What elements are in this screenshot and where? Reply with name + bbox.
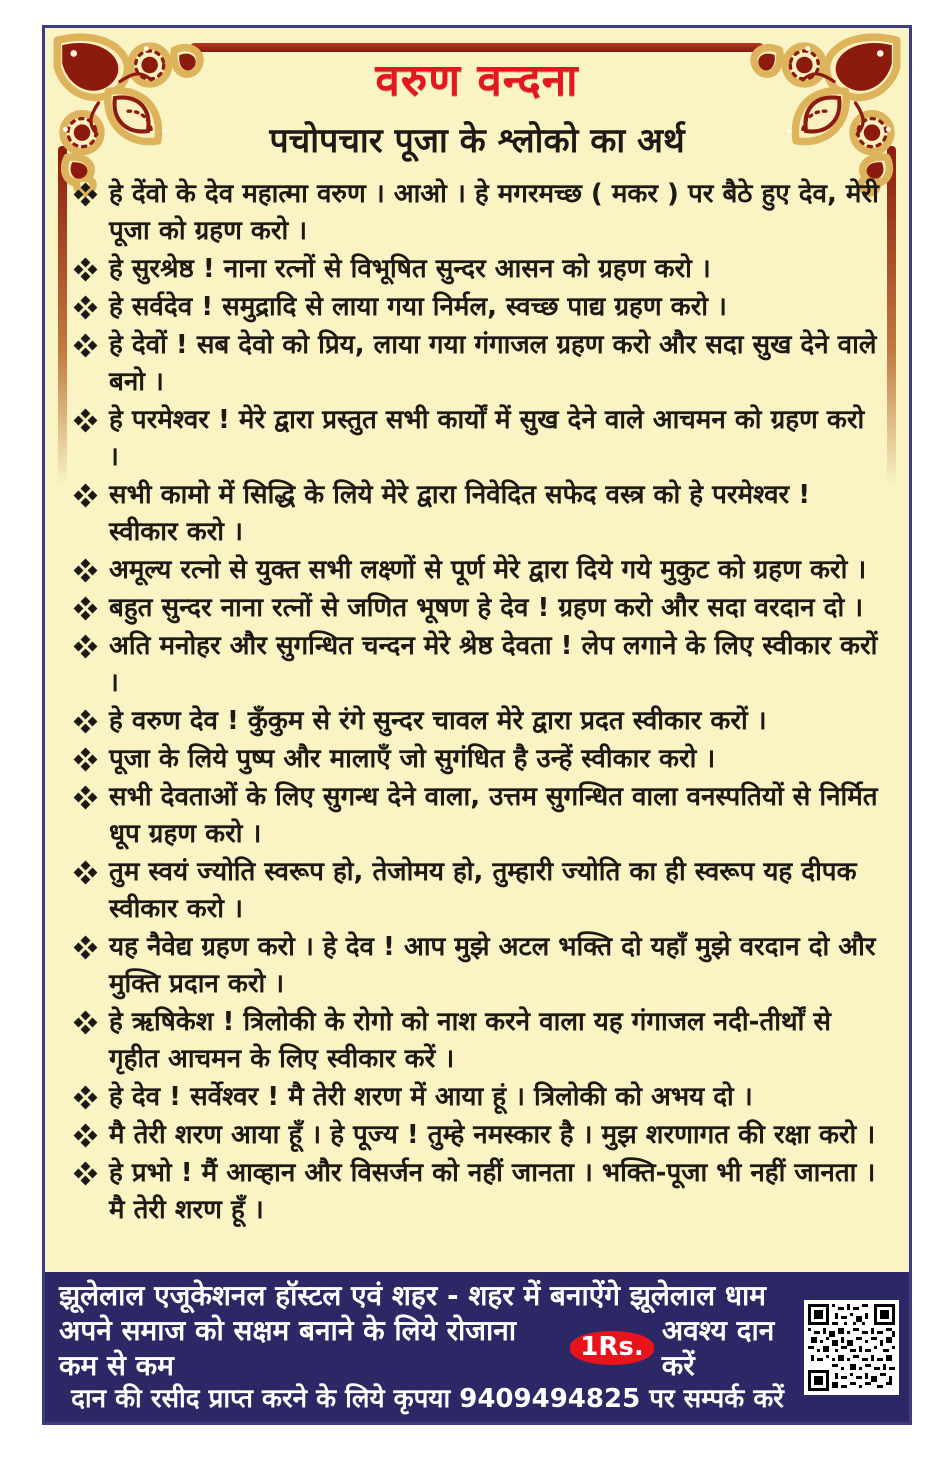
four-diamond-bullet-icon <box>75 184 97 206</box>
shloka-text: बहुत सुन्दर नाना रत्नों से जणित भूषण हे देव ! ग्रहण करो और सदा वरदान दो । <box>109 593 864 623</box>
footer-line2-before: अपने समाज को सक्षम बनाने के लिये रोजाना कम से कम <box>59 1314 517 1382</box>
footer-text <box>59 1278 796 1416</box>
shloka-text: हे सर्वदेव ! समुद्रादि से लाया गया निर्मल, स्वच्छ पाद्य ग्रहण करो । <box>109 292 727 322</box>
list-item <box>75 402 883 476</box>
list-item <box>75 703 883 740</box>
list-item <box>75 854 883 928</box>
shloka-text: हे देव ! सर्वेश्वर ! मै तेरी शरण में आया हूं । त्रिलोकी को अभय दो । <box>109 1082 753 1112</box>
shloka-text: हे सुरश्रेष्ठ ! नाना रत्नों से विभूषित सुन्दर आसन को ग्रहण करो । <box>109 254 711 284</box>
four-diamond-bullet-icon <box>75 1087 97 1109</box>
four-diamond-bullet-icon <box>75 259 97 281</box>
footer-banner <box>45 1272 909 1422</box>
shloka-text: सभी देवताओं के लिए सुगन्ध देने वाला, उत्तम सुगन्धित वाला वनस्पतियों से निर्मित धूप ग्रहण करो । <box>109 782 878 849</box>
poster-content <box>45 28 909 1272</box>
footer-line2 <box>59 1313 796 1383</box>
four-diamond-bullet-icon <box>75 485 97 507</box>
shloka-text: पूजा के लिये पुष्प और मालाएँ जो सुगंधित है उन्हें स्वीकार करो । <box>109 744 716 774</box>
footer-line3: दान की रसीद प्राप्त करने के लिये कृपया 9409494825 पर सम्पर्क करें <box>71 1384 784 1414</box>
list-item <box>75 1117 883 1154</box>
list-item <box>75 741 883 778</box>
shloka-text: यह नैवेद्य ग्रहण करो । हे देव ! आप मुझे अटल भक्ति दो यहाँ मुझे वरदान दो और मुक्ति प्रदान करो । <box>109 932 876 999</box>
four-diamond-bullet-icon <box>75 862 97 884</box>
list-item <box>75 251 883 288</box>
list-item <box>75 1155 883 1229</box>
shloka-text: हे देंवो के देव महात्मा वरुण । आओ । हे मगरमच्छ ( मकर ) पर बैठे हुए देव, मेरी पूजा को ग्रहण करो । <box>109 179 879 246</box>
poster-card <box>42 25 912 1425</box>
page-title: वरुण वन्दना <box>375 55 579 106</box>
four-diamond-bullet-icon <box>75 335 97 357</box>
four-diamond-bullet-icon <box>75 598 97 620</box>
footer-line1: झूलेलाल एजूकेशनल हॉस्टल एवं शहर - शहर में बनाऐंगे झूलेलाल धाम <box>59 1279 767 1312</box>
four-diamond-bullet-icon <box>75 711 97 733</box>
four-diamond-bullet-icon <box>75 1012 97 1034</box>
qr-code-icon <box>804 1300 899 1395</box>
four-diamond-bullet-icon <box>75 560 97 582</box>
list-item <box>75 929 883 1003</box>
shloka-text: तुम स्वयं ज्योति स्वरूप हो, तेजोमय हो, तुम्हारी ज्योति का ही स्वरूप यह दीपक स्वीकार करो । <box>109 857 857 924</box>
shloka-text: हे वरुण देव ! कुँकुम से रंगे सुन्दर चावल मेरे द्वारा प्रदत स्वीकार करों । <box>109 706 767 736</box>
four-diamond-bullet-icon <box>75 1163 97 1185</box>
header <box>45 28 909 162</box>
shloka-list <box>45 176 909 1229</box>
footer-line2-after: अवश्य दान करें <box>661 1314 775 1382</box>
list-item <box>75 1079 883 1116</box>
four-diamond-bullet-icon <box>75 410 97 432</box>
page-subtitle: पचोपचार पूजा के श्लोको का अर्थ <box>269 121 685 161</box>
shloka-text: मै तेरी शरण आया हूँ । हे पूज्य ! तुम्हे नमस्कार है । मुझ शरणागत की रक्षा करो । <box>109 1120 876 1150</box>
list-item <box>75 590 883 627</box>
list-item <box>75 552 883 589</box>
four-diamond-bullet-icon <box>75 1125 97 1147</box>
shloka-text: अमूल्य रत्नो से युक्त सभी लक्ष्णों से पूर्ण मेरे द्वारा दिये गये मुकुट को ग्रहण करो । <box>109 555 867 585</box>
shloka-text: हे देवों ! सब देवो को प्रिय, लाया गया गंगाजल ग्रहण करो और सदा सुख देने वाले बनो । <box>109 330 877 397</box>
four-diamond-bullet-icon <box>75 636 97 658</box>
four-diamond-bullet-icon <box>75 749 97 771</box>
list-item <box>75 176 883 250</box>
list-item <box>75 628 883 702</box>
four-diamond-bullet-icon <box>75 787 97 809</box>
list-item <box>75 1004 883 1078</box>
four-diamond-bullet-icon <box>75 297 97 319</box>
shloka-text: अति मनोहर और सुगन्धित चन्दन मेरे श्रेष्ठ देवता ! लेप लगाने के लिए स्वीकार करों । <box>109 631 878 698</box>
shloka-text: हे परमेश्वर ! मेरे द्वारा प्रस्तुत सभी कार्यों में सुख देने वाले आचमन को ग्रहण करो । <box>109 405 865 472</box>
shloka-text: हे प्रभो ! मैं आव्हान और विसर्जन को नहीं जानता । भक्ति-पूजा भी नहीं जानता । मै तेरी शरण हूँ । <box>109 1158 876 1225</box>
list-item <box>75 779 883 853</box>
list-item <box>75 289 883 326</box>
shloka-text: सभी कामो में सिद्धि के लिये मेरे द्वारा निवेदित सफेद वस्त्र को हे परमेश्वर ! स्वीकार करो । <box>109 480 811 547</box>
one-rupee-badge: 1Rs. <box>570 1331 653 1365</box>
list-item <box>75 477 883 551</box>
shloka-text: हे ऋषिकेश ! त्रिलोकी के रोगो को नाश करने वाला यह गंगाजल नदी-तीर्थों से गृहीत आचमन के लिए स्वीकार करें । <box>109 1007 831 1074</box>
four-diamond-bullet-icon <box>75 937 97 959</box>
list-item <box>75 327 883 401</box>
